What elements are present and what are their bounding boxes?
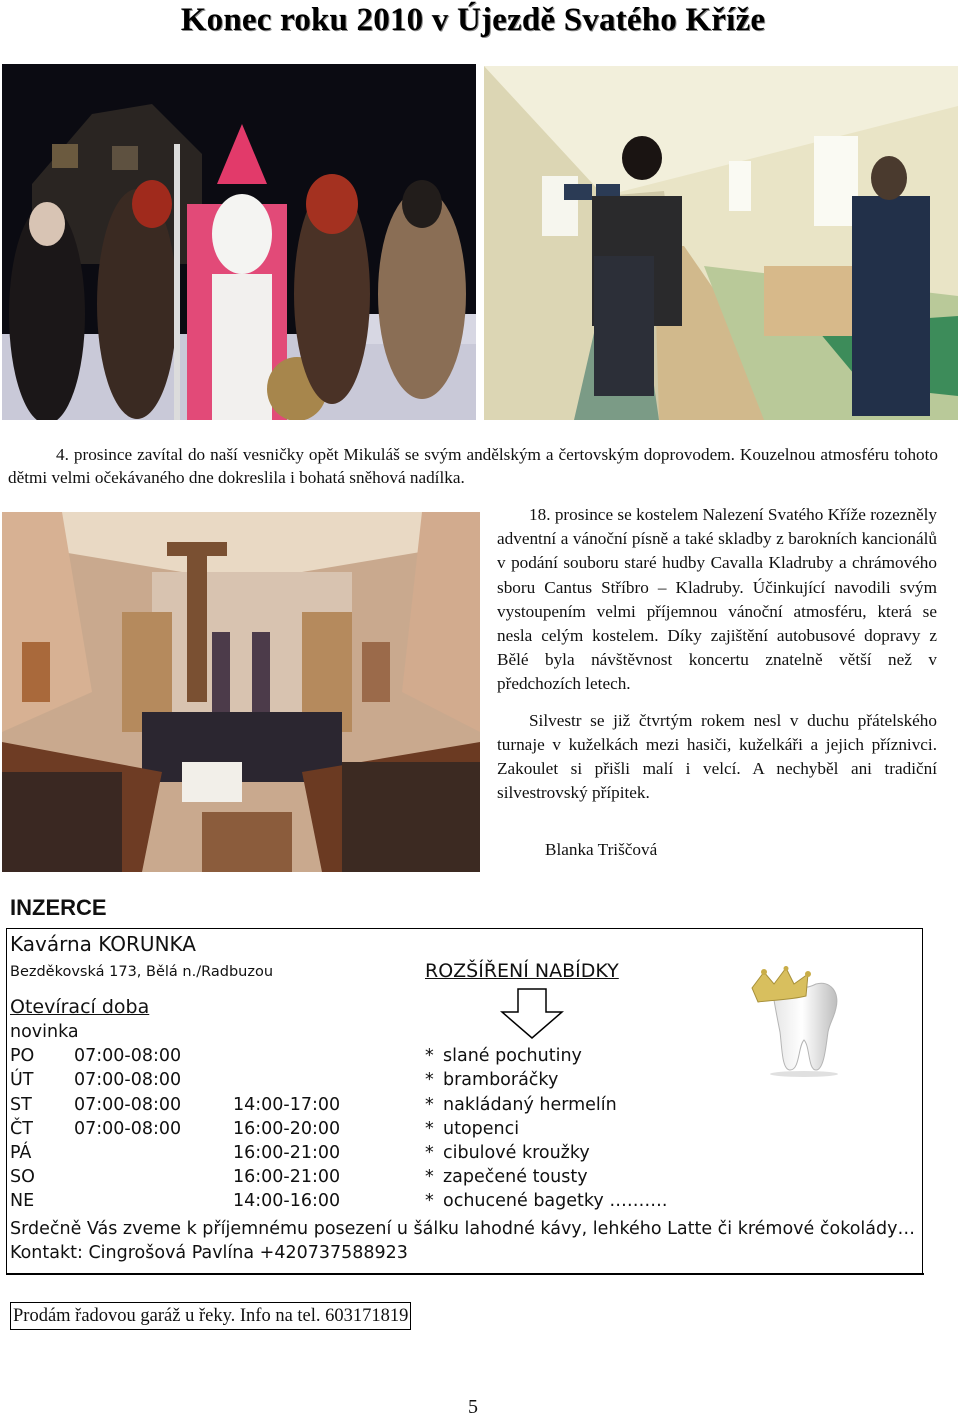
hours-row (10, 1191, 410, 1215)
photo-church-concert (2, 512, 480, 872)
article-paragraph-mikulas-text: 4. prosince zavítal do naší vesničky opět Mikuláš se svým andělským a čertovským doprovodem. Kouzelnou atmosféru tohoto dětmi velmi očekávaného dne dokreslila i bohatá sněhová nadílka. (8, 445, 938, 487)
hours-day: PÁ (10, 1143, 32, 1163)
offer-item (425, 1046, 582, 1066)
hours-day: ST (10, 1095, 32, 1115)
page-number: 5 (468, 1396, 478, 1418)
hours-afternoon: 16:00-20:00 (233, 1119, 341, 1139)
hours-afternoon: 16:00-21:00 (233, 1167, 341, 1187)
cafe-ad-bottom-rule (6, 1273, 924, 1275)
offer-item (425, 1119, 519, 1139)
ads-section-label: INZERCE (10, 895, 107, 920)
hours-day: NE (10, 1191, 35, 1211)
offer-bullet: * (425, 1095, 434, 1115)
hours-afternoon: 16:00-21:00 (233, 1143, 341, 1163)
offer-bullet: * (425, 1191, 434, 1211)
offer-item (425, 1070, 558, 1090)
offer-item (425, 1167, 588, 1187)
cafe-address: Bezděkovská 173, Bělá n./Radbuzou (10, 964, 274, 980)
down-arrow-icon (500, 988, 564, 1040)
offer-item-text: nakládaný hermelín (443, 1095, 617, 1115)
offer-bullet: * (425, 1119, 434, 1139)
hours-row (10, 1119, 410, 1143)
tooth-with-crown-icon (744, 966, 852, 1078)
photo-mikulas-procession (2, 64, 476, 420)
photo-bowling-alley (484, 66, 958, 420)
offer-item-text: utopenci (443, 1119, 520, 1139)
new-label: novinka (10, 1022, 79, 1042)
hours-morning: 07:00-08:00 (74, 1046, 182, 1066)
hours-afternoon: 14:00-17:00 (233, 1095, 341, 1115)
offer-bullet: * (425, 1046, 434, 1066)
offer-item-text: slané pochutiny (443, 1046, 582, 1066)
garage-ad: Prodám řadovou garáž u řeky. Info na tel. 603171819 (10, 1302, 411, 1330)
hours-row (10, 1143, 410, 1167)
hours-row (10, 1046, 410, 1070)
offer-item-text: cibulové kroužky (443, 1143, 590, 1163)
cafe-invitation: Srdečně Vás zveme k příjemnému posezení u šálku lahodné kávy, lehkého Latte či krémové čokolády… (10, 1219, 915, 1239)
page-title: Konec roku 2010 v Újezdě Svatého Kříže (180, 2, 766, 38)
hours-row (10, 1070, 410, 1094)
cafe-name: Kavárna KORUNKA (10, 932, 196, 956)
hours-day: ÚT (10, 1070, 34, 1090)
opening-hours-title: Otevírací doba (10, 996, 150, 1018)
hours-day: PO (10, 1046, 35, 1066)
article-paragraph-silvestr: Silvestr se již čtvrtým rokem nesl v duchu přátelského turnaje v kuželkách mezi hasiči, kuželkáři a jejich příznivci. Zakoulet si přišli malí i velcí. A nechyběl ani tradiční silvestrovský přípitek. (497, 710, 937, 803)
offer-item-text: ochucené bagetky ………. (443, 1191, 668, 1211)
offer-bullet: * (425, 1143, 434, 1163)
offer-item (425, 1095, 617, 1115)
article-right-column (497, 503, 937, 805)
article-paragraph-mikulas (8, 443, 938, 489)
offer-bullet: * (425, 1167, 434, 1187)
hours-afternoon: 14:00-16:00 (233, 1191, 341, 1211)
offer-item (425, 1143, 590, 1163)
hours-morning: 07:00-08:00 (74, 1070, 182, 1090)
offer-bullet: * (425, 1070, 434, 1090)
hours-row (10, 1167, 410, 1191)
offer-title: ROZŠÍŘENÍ NABÍDKY (425, 960, 619, 982)
cafe-contact: Kontakt: Cingrošová Pavlína +420737588923 (10, 1243, 408, 1263)
hours-morning: 07:00-08:00 (74, 1095, 182, 1115)
article-paragraph-concert: 18. prosince se kostelem Nalezení Svatého Kříže rozezněly adventní a vánoční písně a také skladby z barokních kancionálů v podání souboru staré hudby Cavalla Kladruby a chrámového sboru Cantus Stříbro – Kladruby. Účinkující navodili svým vystoupením velmi příjemnou vánoční atmosféru, která se nesla celým kostelem. Díky zajištění autobusové dopravy z Bělé byla návštěvnost koncertu znatelně větší než v předchozích letech. (497, 505, 937, 694)
offer-item-text: bramboráčky (443, 1070, 559, 1090)
offer-item-text: zapečené tousty (443, 1167, 588, 1187)
hours-row (10, 1095, 410, 1119)
hours-day: ČT (10, 1119, 33, 1139)
hours-day: SO (10, 1167, 35, 1187)
article-author: Blanka Triščová (545, 840, 658, 859)
hours-morning: 07:00-08:00 (74, 1119, 182, 1139)
offer-item (425, 1191, 667, 1211)
